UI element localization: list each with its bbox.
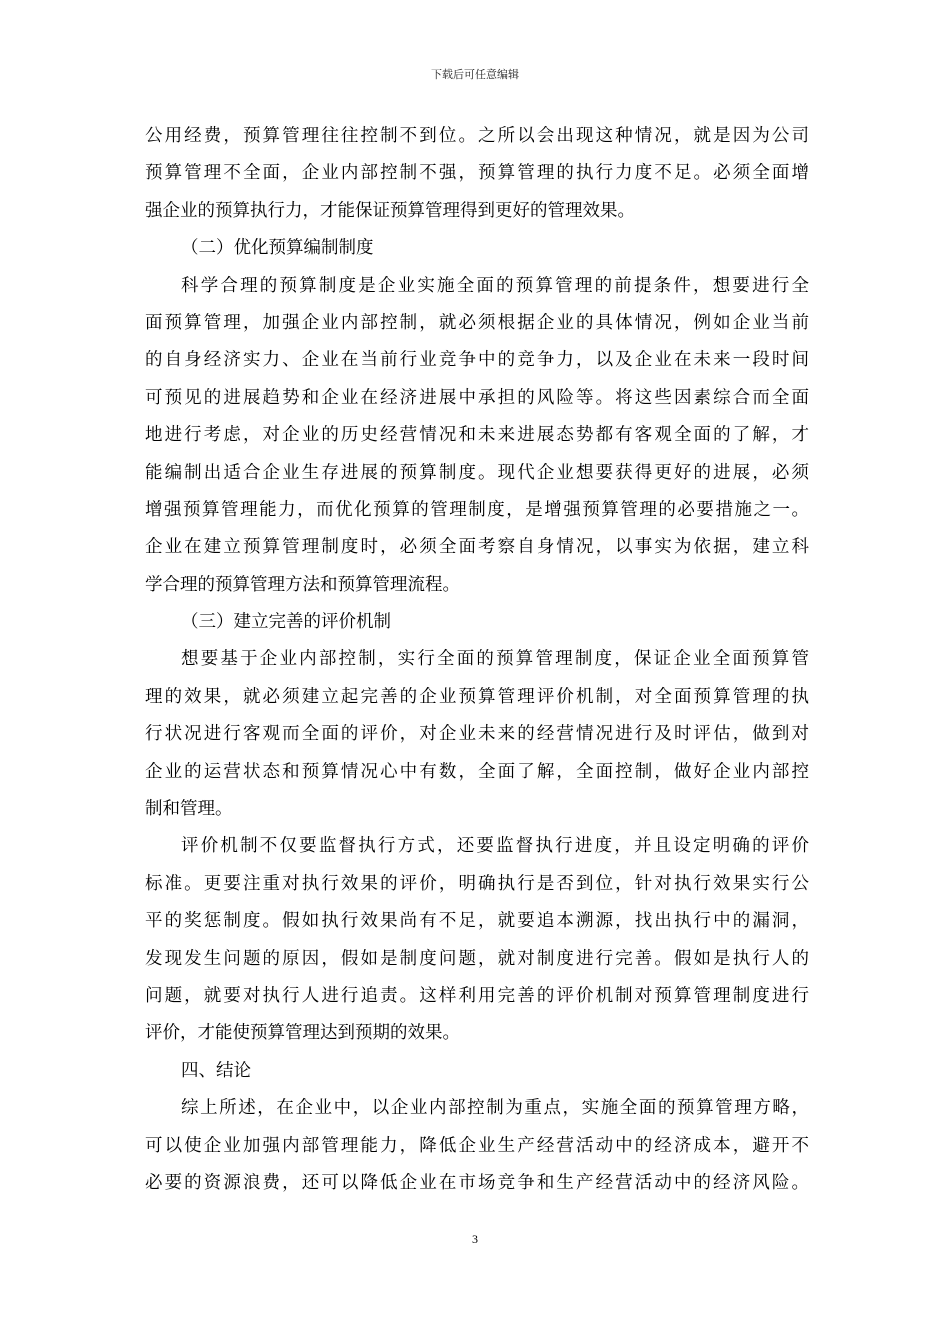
- text-line: 可预见的进展趋势和企业在经济进展中承担的风险等。将这些因素综合而全面: [145, 387, 809, 408]
- text-line: 增强预算管理能力，而优化预算的管理制度，是增强预算管理的必要措施之一。: [145, 499, 809, 520]
- text-line: 制和管理。: [145, 799, 233, 820]
- document-body: [145, 118, 809, 1202]
- page-number: 3: [472, 1232, 478, 1246]
- text-line: 学合理的预算管理方法和预算管理流程。: [145, 574, 460, 595]
- text-line: 企业在建立预算管理制度时，必须全面考察自身情况，以事实为依据，建立科: [145, 537, 809, 558]
- text-line: 科学合理的预算制度是企业实施全面的预算管理的前提条件，想要进行全: [181, 275, 809, 296]
- text-line: 强企业的预算执行力，才能保证预算管理得到更好的管理效果。: [145, 200, 635, 221]
- text-line: 行状况进行客观而全面的评价，对企业未来的经营情况进行及时评估，做到对: [145, 724, 809, 745]
- text-line: 预算管理不全面，企业内部控制不强，预算管理的执行力度不足。必须全面增: [145, 163, 809, 184]
- text-line: 面预算管理，加强企业内部控制，就必须根据企业的具体情况，例如企业当前: [145, 312, 809, 333]
- text-line: 的自身经济实力、企业在当前行业竞争中的竞争力，以及企业在未来一段时间: [145, 350, 809, 371]
- text-line: 发现发生问题的原因，假如是制度问题，就对制度进行完善。假如是执行人的: [145, 948, 809, 969]
- text-line: 企业的运营状态和预算情况心中有数，全面了解，全面控制，做好企业内部控: [145, 761, 809, 782]
- text-line: 问题，就要对执行人进行追责。这样利用完善的评价机制对预算管理制度进行: [145, 985, 809, 1006]
- text-line: 可以使企业加强内部管理能力，降低企业生产经营活动中的经济成本，避开不: [145, 1135, 809, 1156]
- text-line: （三）建立完善的评价机制: [181, 612, 391, 633]
- text-line: 想要基于企业内部控制，实行全面的预算管理制度，保证企业全面预算管: [181, 649, 809, 670]
- text-line: 公用经费，预算管理往往控制不到位。之所以会出现这种情况，就是因为公司: [145, 126, 809, 146]
- text-line: 四、结论: [181, 1060, 251, 1081]
- text-line: 理的效果，就必须建立起完善的企业预算管理评价机制，对全面预算管理的执: [145, 686, 809, 707]
- text-line: 评价，才能使预算管理达到预期的效果。: [145, 1023, 460, 1044]
- text-line: 标准。更要注重对执行效果的评价，明确执行是否到位，针对执行效果实行公: [145, 873, 809, 894]
- text-line: 必要的资源浪费，还可以降低企业在市场竞争和生产经营活动中的经济风险。: [145, 1172, 809, 1193]
- text-line: （二）优化预算编制制度: [181, 238, 374, 259]
- text-line: 能编制出适合企业生存进展的预算制度。现代企业想要获得更好的进展，必须: [145, 462, 809, 483]
- text-line: 平的奖惩制度。假如执行效果尚有不足，就要追本溯源，找出执行中的漏洞，: [145, 911, 809, 932]
- text-line: 综上所述，在企业中，以企业内部控制为重点，实施全面的预算管理方略，: [181, 1098, 809, 1119]
- text-line: 地进行考虑，对企业的历史经营情况和未来进展态势都有客观全面的了解，才: [145, 425, 809, 446]
- text-line: 评价机制不仅要监督执行方式，还要监督执行进度，并且设定明确的评价: [181, 836, 809, 857]
- page-header: 下载后可任意编辑: [431, 68, 519, 81]
